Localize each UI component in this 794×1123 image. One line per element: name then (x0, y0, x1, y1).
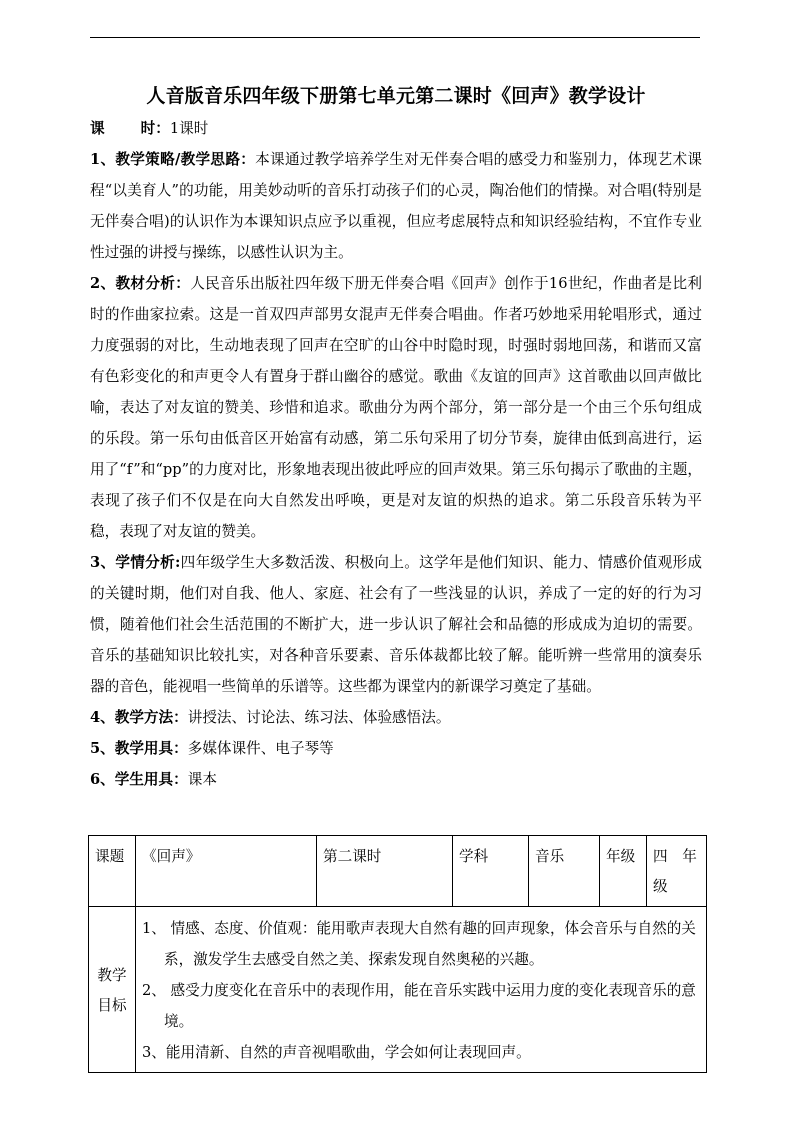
goal-item: 1、 情感、态度、价值观：能用歌声表现大自然有趣的回声现象，体会音乐与自然的关系，激发学生去感受自然之美、探索发现自然奥秘的兴趣。 (142, 920, 696, 968)
course-hours-key2: 时： (140, 120, 170, 137)
header-rule (90, 37, 700, 38)
course-hours-value: 1课时 (169, 120, 209, 137)
table-header-row (89, 836, 707, 907)
cell-grade-value: 四 年级 (647, 836, 707, 907)
section-label: 2、教材分析： (90, 275, 191, 292)
section-label: 5、教学用具： (90, 740, 188, 757)
section-student-analysis (90, 547, 702, 702)
course-hours (90, 114, 702, 144)
lesson-plan-table (88, 835, 707, 1073)
section-label: 3、学情分析: (90, 554, 181, 571)
section-material-analysis (90, 268, 702, 547)
section-label: 6、学生用具： (90, 771, 188, 788)
section-student-tools (90, 764, 702, 795)
section-teaching-methods (90, 702, 702, 733)
goal-item: 3、能用清新、自然的声音视唱歌曲，学会如何让表现回声。 (142, 1044, 531, 1061)
document-title: 人音版音乐四年级下册第七单元第二课时《回声》教学设计 (146, 85, 646, 107)
section-label: 4、教学方法： (90, 709, 188, 726)
document-body (90, 78, 702, 795)
section-text: 本课通过教学培养学生对无伴奏合唱的感受力和鉴别力，体现艺术课程“以美育人”的功能，用美妙动听的音乐打动孩子们的心灵，陶冶他们的情操。对合唱(特别是无伴奏合唱)的认识作为本课知识点应予以重视，但应考虑展特点和知识经验结构，不宜作专业性过强的讲授与操练，以感性认识为主。 (90, 151, 702, 261)
section-text: 四年级学生大多数活泼、积极向上。这学年是他们知识、能力、情感价值观形成的关键时期，他们对自我、他人、家庭、社会有了一些浅显的认识，养成了一定的好的行为习惯，随着他们社会生活范围的不断扩大，进一步认识了解社会和品德的形成成为迫切的需要。音乐的基础知识比较扎实，对各种音乐要素、音乐体裁都比较了解。能听辨一些常用的演奏乐器的音色，能视唱一些简单的乐谱等。这些都为课堂内的新课学习奠定了基础。 (90, 554, 702, 695)
cell-goals-label: 教学目标 (89, 907, 136, 1073)
cell-subject-value: 音乐 (529, 836, 600, 907)
cell-topic-key: 课题 (89, 836, 136, 907)
goal-item: 2、 感受力度变化在音乐中的表现作用，能在音乐实践中运用力度的变化表现音乐的意境。 (142, 982, 696, 1030)
cell-grade-key: 年级 (600, 836, 647, 907)
cell-subject-key: 学科 (453, 836, 529, 907)
section-text: 课本 (187, 771, 217, 788)
section-text: 多媒体课件、电子琴等 (187, 740, 334, 757)
section-label: 1、教学策略/教学思路： (90, 151, 256, 168)
section-text: 人民音乐出版社四年级下册无伴奏合唱《回声》创作于16世纪，作曲者是比利时的作曲家拉索。这是一首双四声部男女混声无伴奏合唱曲。作者巧妙地采用轮唱形式，通过力度强弱的对比，生动地表现了回声在空旷的山谷中时隐时现，时强时弱地回荡，和谐而又富有色彩变化的和声更令人有置身于群山幽谷的感觉。歌曲《友谊的回声》这首歌曲以回声做比喻，表达了对友谊的赞美、珍惜和追求。歌曲分为两个部分，第一部分是一个由三个乐句组成的乐段。第一乐句由低音区开始富有动感，第二乐句采用了切分节奏，旋律由低到高进行，运用了“f”和“pp”的力度对比，形象地表现出彼此呼应的回声效果。第三乐句揭示了歌曲的主题，表现了孩子们不仅是在向大自然发出呼唤，更是对友谊的炽热的追求。第二乐段音乐转为平稳，表现了对友谊的赞美。 (90, 275, 702, 540)
table-goals-row (89, 907, 707, 1073)
cell-topic-value: 《回声》 (136, 836, 317, 907)
cell-goals-content (136, 907, 707, 1073)
section-text: 讲授法、讨论法、练习法、体验感悟法。 (187, 709, 451, 726)
section-teaching-tools (90, 733, 702, 764)
section-teaching-strategy (90, 144, 702, 268)
course-hours-key1: 课 (90, 120, 105, 137)
cell-lesson-number: 第二课时 (317, 836, 453, 907)
